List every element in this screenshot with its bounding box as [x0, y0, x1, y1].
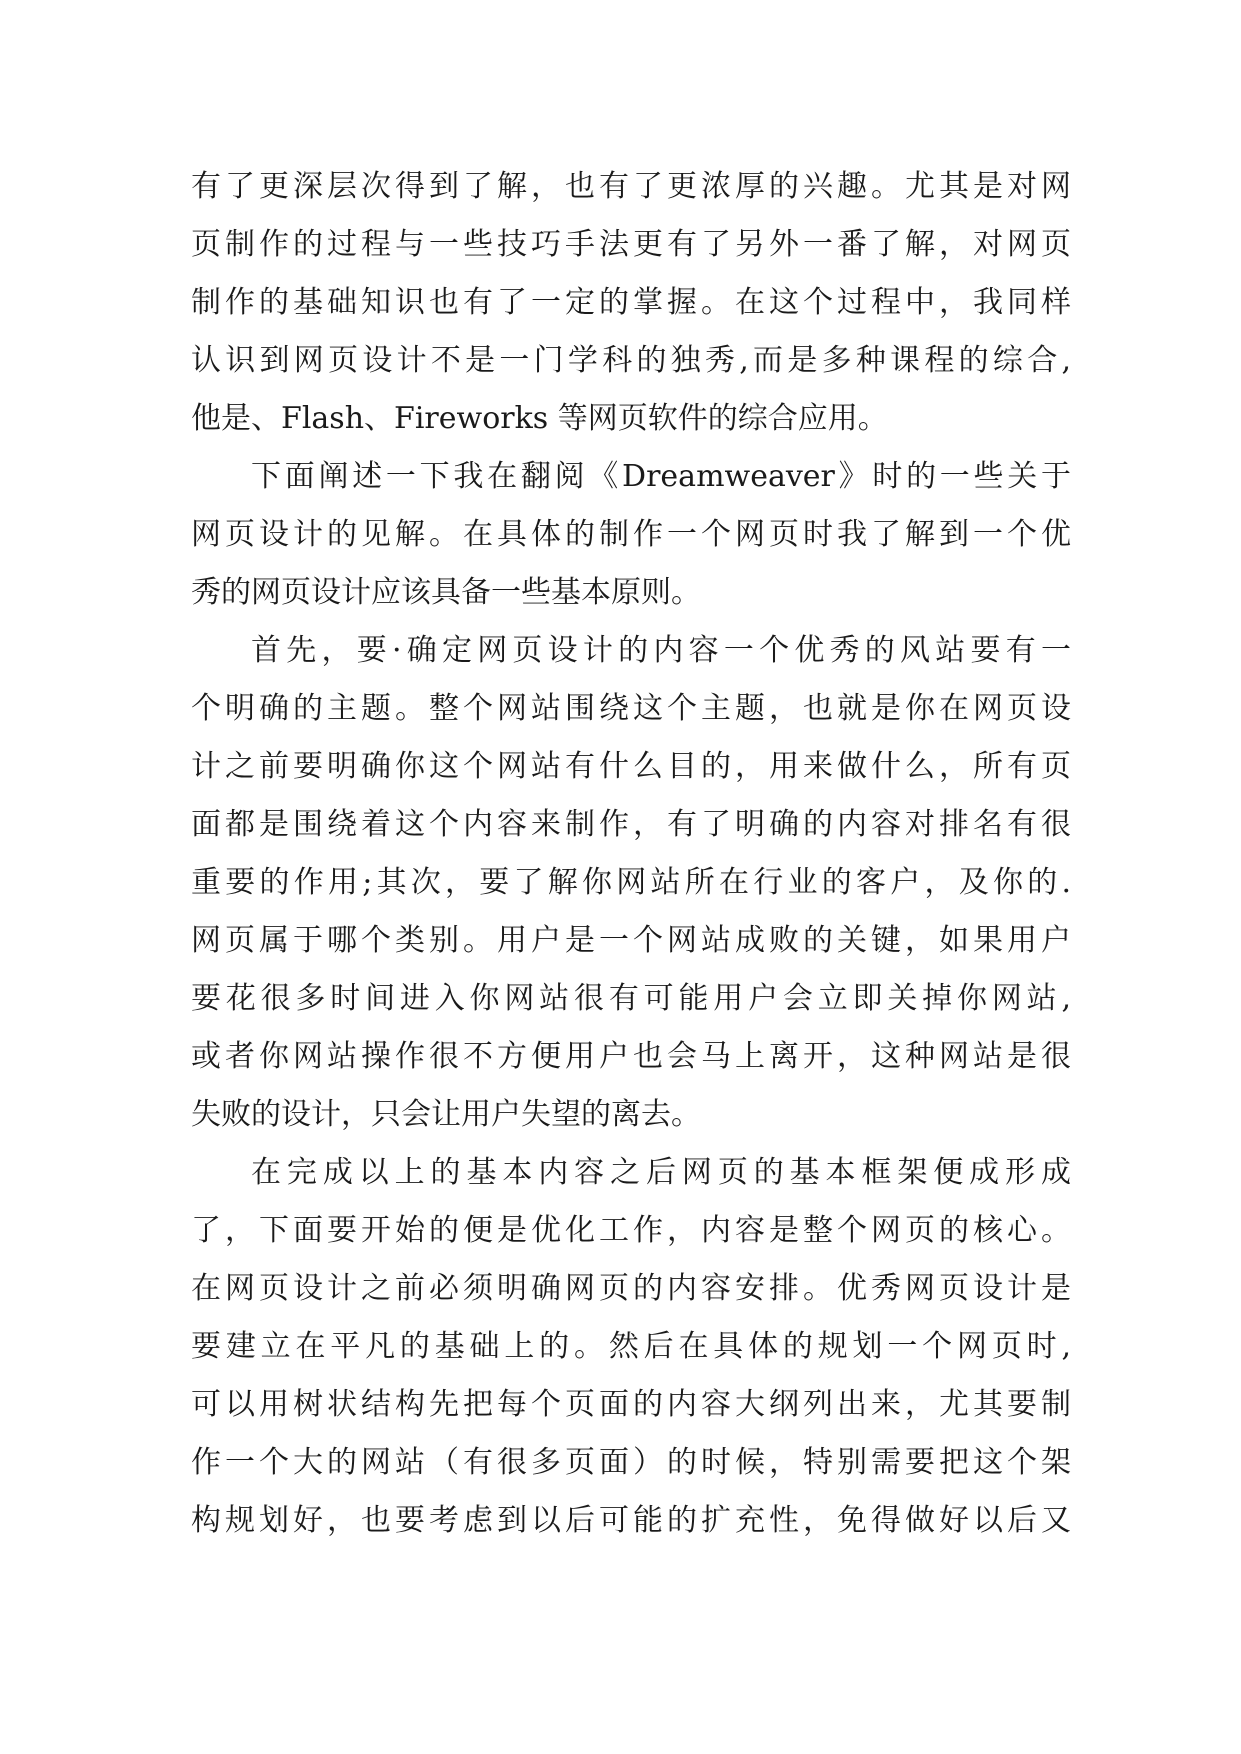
text-line: 下面阐述一下我在翻阅《Dreamweaver》时的一些关于 — [251, 459, 1071, 494]
text-line: 在完成以上的基本内容之后网页的基本框架便成形成 — [251, 1155, 1071, 1190]
text-line: 网页属于哪个类别。用户是一个网站成败的关键，如果用户 — [191, 923, 1071, 958]
text-line: 失败的设计，只会让用户失望的离去。 — [191, 1097, 701, 1132]
text-line: 他是、Flash、Fireworks 等网页软件的综合应用。 — [191, 401, 888, 436]
text-line: 有了更深层次得到了解，也有了更浓厚的兴趣。尤其是对网 — [191, 169, 1071, 204]
text-line: 认识到网页设计不是一门学科的独秀,而是多种课程的综合, — [191, 343, 1071, 378]
text-line: 作一个大的网站（有很多页面）的时候，特别需要把这个架 — [191, 1445, 1071, 1480]
text-line: 了，下面要开始的便是优化工作，内容是整个网页的核心。 — [191, 1213, 1071, 1248]
text-line: 制作的基础知识也有了一定的掌握。在这个过程中，我同样 — [191, 285, 1071, 320]
text-line: 可以用树状结构先把每个页面的内容大纲列出来，尤其要制 — [191, 1387, 1071, 1422]
text-line: 构规划好，也要考虑到以后可能的扩充性，免得做好以后又 — [191, 1503, 1071, 1538]
text-line: 要建立在平凡的基础上的。然后在具体的规划一个网页时, — [191, 1329, 1071, 1364]
text-line: 或者你网站操作很不方便用户也会马上离开，这种网站是很 — [191, 1039, 1071, 1074]
text-line: 页制作的过程与一些技巧手法更有了另外一番了解，对网页 — [191, 227, 1071, 262]
text-line: 面都是围绕着这个内容来制作，有了明确的内容对排名有很 — [191, 807, 1071, 842]
text-line: 要花很多时间进入你网站很有可能用户会立即关掉你网站, — [191, 981, 1071, 1016]
text-line: 秀的网页设计应该具备一些基本原则。 — [191, 575, 701, 610]
text-line: 网页设计的见解。在具体的制作一个网页时我了解到一个优 — [191, 517, 1071, 552]
text-line: 在网页设计之前必须明确网页的内容安排。优秀网页设计是 — [191, 1271, 1071, 1306]
body-text — [191, 158, 1071, 1550]
text-line: 重要的作用;其次，要了解你网站所在行业的客户，及你的. — [191, 865, 1071, 900]
text-line: 首先，要·确定网页设计的内容一个优秀的风站要有一 — [251, 633, 1071, 668]
text-line: 计之前要明确你这个网站有什么目的，用来做什么，所有页 — [191, 749, 1071, 784]
text-line: 个明确的主题。整个网站围绕这个主题，也就是你在网页设 — [191, 691, 1071, 726]
